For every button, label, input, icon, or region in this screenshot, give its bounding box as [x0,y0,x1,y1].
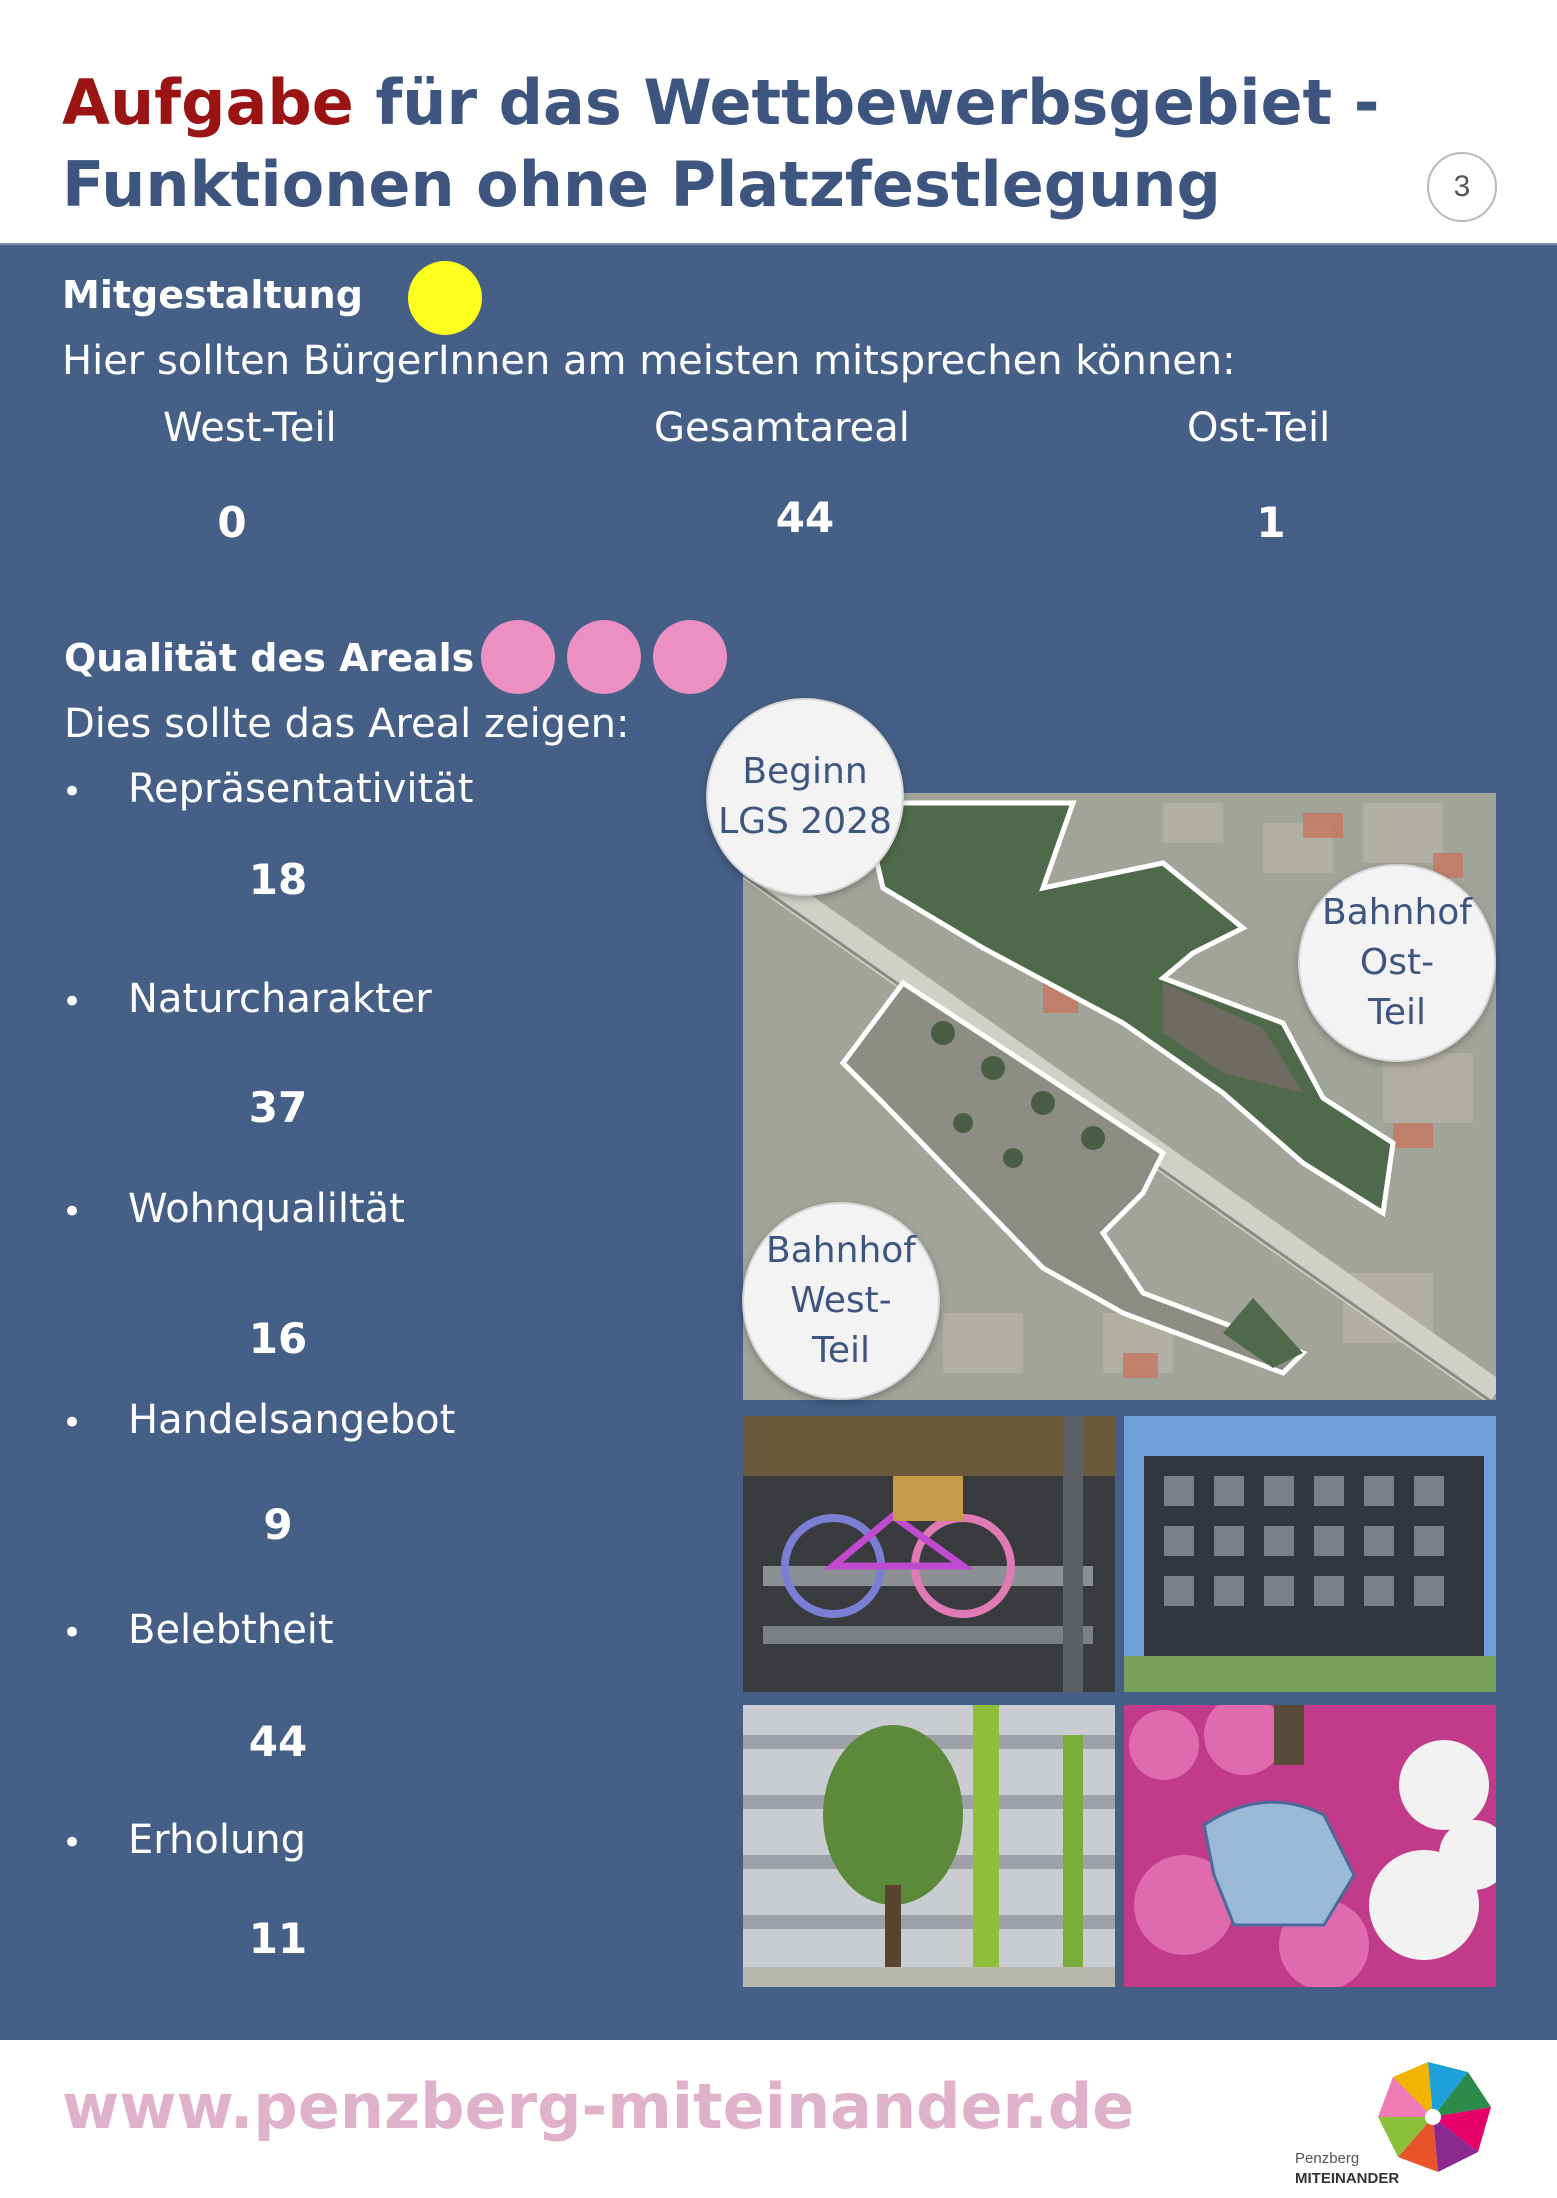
quality-label-erholung: Erholung [128,1817,307,1863]
bullet-dot: • [62,1613,83,1653]
quality-count-erholung: 11 [248,1914,308,1963]
column-label-ost: Ost-Teil [1187,405,1331,451]
bubble-text: Bahnhof [766,1230,916,1271]
pink-dot-marker-2 [567,620,641,694]
title-accent: Aufgabe [62,66,354,139]
bubble-text: LGS 2028 [718,801,892,842]
quality-label-belebtheit: Belebtheit [128,1607,334,1653]
bullet-dot: • [62,1403,83,1443]
photo-green-parking-garage [743,1705,1115,1987]
bubble-text: Teil [811,1330,871,1371]
quality-label-wohnqualitaet: Wohnqualiltät [128,1186,405,1232]
bullet-dot: • [62,1192,83,1232]
bubble-text: Ost- [1359,942,1435,983]
quality-label-handelsangebot: Handelsangebot [128,1397,456,1443]
qualitaet-intro: Dies sollte das Areal zeigen: [64,701,630,747]
quality-count-handelsangebot: 9 [263,1500,293,1549]
bubble-text: West- [790,1280,892,1321]
bullet-dot: • [62,772,83,812]
quality-label-naturcharakter: Naturcharakter [128,976,432,1022]
quality-count-wohnqualitaet: 16 [248,1314,308,1363]
column-label-gesamt: Gesamtareal [654,405,910,451]
pink-dot-marker-3 [653,620,727,694]
website-url: www.penzberg-miteinander.de [62,2070,1135,2143]
qualitaet-title: Qualität des Areals [64,636,475,680]
bubble-text: Bahnhof [1322,892,1472,933]
page-header [0,0,1557,243]
mitgestaltung-question: Hier sollten BürgerInnen am meisten mitsprechen können: [62,338,1236,384]
quality-count-naturcharakter: 37 [248,1083,308,1132]
bullet-dot: • [62,982,83,1022]
column-label-west: West-Teil [163,405,337,451]
bubble-text: Beginn [742,751,868,792]
quality-count-belebtheit: 44 [248,1717,308,1766]
photo-apartment-building [1124,1416,1496,1692]
photo-bike-parking [743,1416,1115,1692]
quality-label-repraesentativitaet: Repräsentativität [128,766,474,812]
bubble-text: Teil [1367,992,1427,1033]
title-rest: für das Wettbewerbsgebiet - [353,66,1380,139]
photo-flower-garden [1124,1705,1496,1987]
pink-dot-marker-1 [481,620,555,694]
logo-text-penzberg: Penzberg [1295,2150,1360,2167]
count-gesamt: 44 [775,493,835,542]
page-title [62,62,1392,226]
title-line-2: Funktionen ohne Platzfestlegung [62,148,1221,221]
page-number-badge: 3 [1427,152,1497,222]
mitgestaltung-title: Mitgestaltung [62,273,363,317]
quality-count-repraesentativitaet: 18 [248,855,308,904]
logo-text-miteinander: MITEINANDER [1295,2170,1400,2187]
count-west: 0 [217,498,247,547]
label-bubble-beginn-lgs [706,698,904,896]
label-bubble-bahnhof-west [742,1202,940,1400]
bullet-dot: • [62,1823,83,1863]
yellow-dot-marker [408,261,482,335]
count-ost: 1 [1256,498,1286,547]
label-bubble-bahnhof-ost [1298,864,1496,1062]
